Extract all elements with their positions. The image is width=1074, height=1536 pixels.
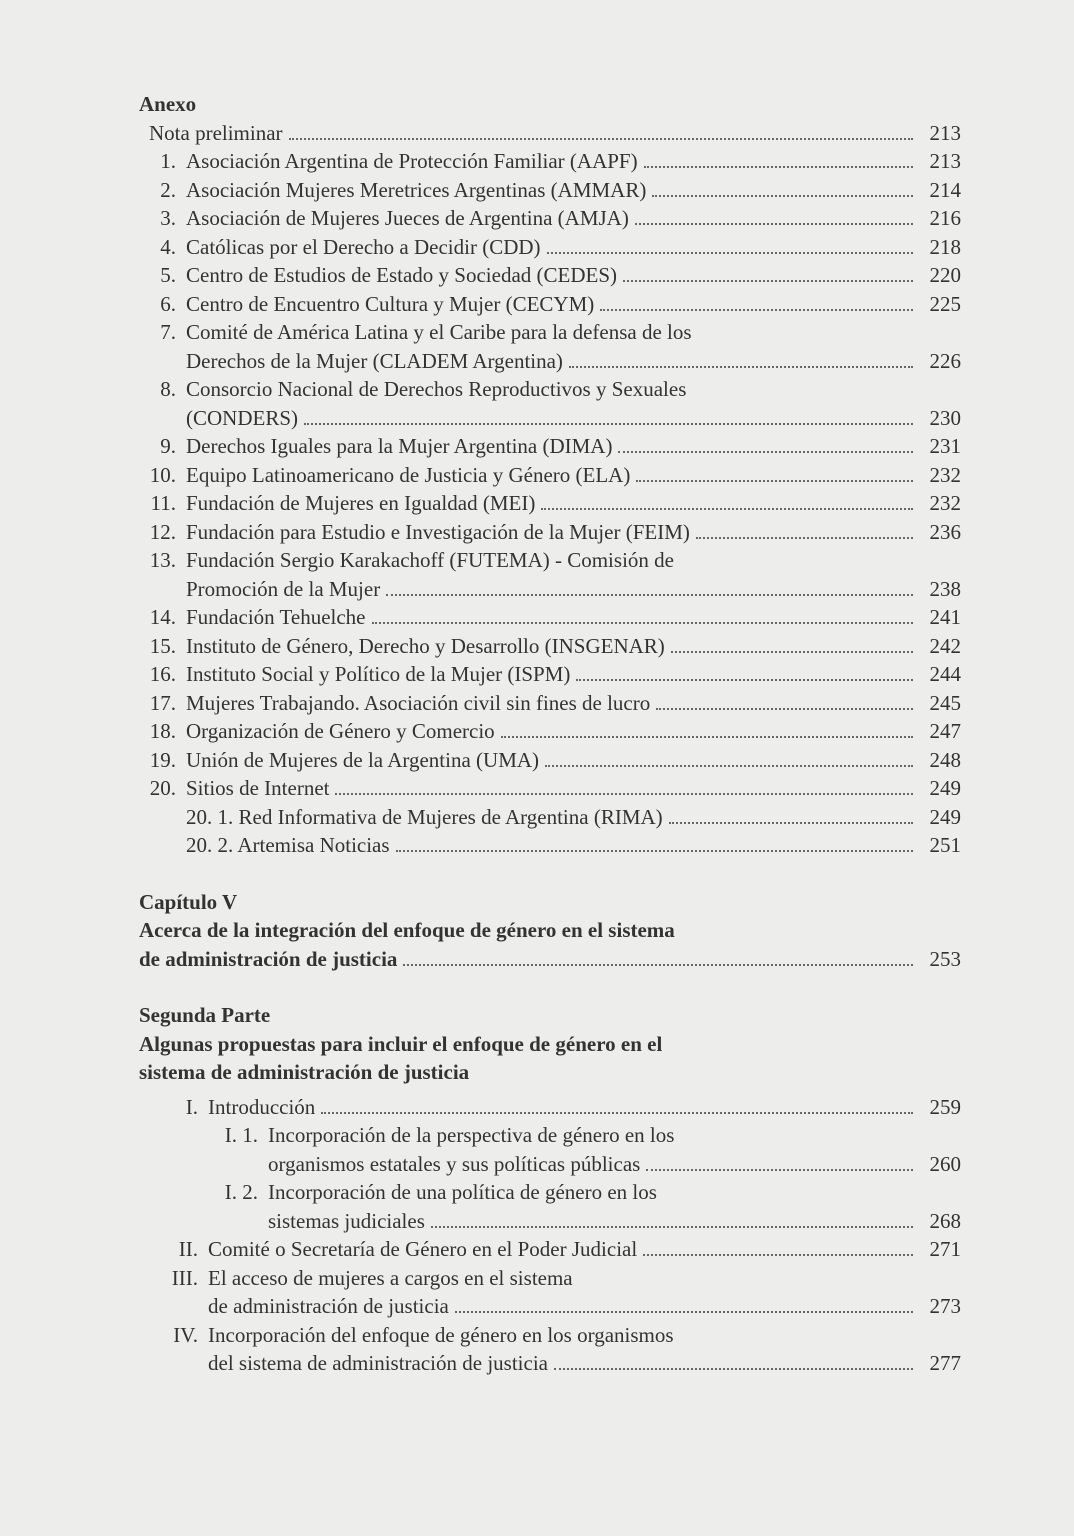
dot-leader <box>671 651 913 653</box>
page-number: 230 <box>929 405 961 430</box>
toc-entry <box>139 1349 961 1378</box>
entry-label: El acceso de mujeres a cargos en el sistema <box>208 1265 573 1290</box>
dot-leader <box>335 793 913 795</box>
entry-label: Católicas por el Derecho a Decidir (CDD) <box>186 234 541 259</box>
anexo-entry-list <box>139 119 961 860</box>
dot-leader <box>554 1368 913 1370</box>
entry-number: 1. <box>160 149 176 173</box>
toc-entry <box>139 632 961 661</box>
anexo-heading: Anexo <box>139 92 197 116</box>
entry-label: Promoción de la Mujer <box>186 576 381 601</box>
dot-leader <box>656 708 913 710</box>
entry-label: Incorporación de la perspectiva de género en los <box>268 1123 675 1147</box>
page-number: 244 <box>929 662 961 686</box>
toc-entry <box>139 660 961 689</box>
capitulo-v-heading: Capítulo V <box>139 889 238 914</box>
entry-label: Organización de Género y Comercio <box>186 719 495 743</box>
entry-label: Derechos de la Mujer (CLADEM Argentina) <box>186 348 563 373</box>
entry-label: sistemas judiciales <box>268 1208 425 1233</box>
toc-entry-line <box>139 1121 961 1150</box>
toc-entry-line <box>139 1321 961 1350</box>
dot-leader <box>652 195 913 197</box>
toc-entry <box>139 176 961 205</box>
page-number: 213 <box>929 120 961 145</box>
entry-label: organismos estatales y sus políticas públicas <box>268 1151 641 1176</box>
dot-leader <box>501 736 913 738</box>
entry-label: 20. 1. Red Informativa de Mujeres de Argentina (RIMA) <box>186 804 663 829</box>
section-gap <box>139 973 961 1001</box>
entry-label: Consorcio Nacional de Derechos Reproductivos y Sexuales <box>186 377 687 401</box>
entry-number: 14. <box>149 605 176 629</box>
entry-label: Centro de Estudios de Estado y Sociedad (CEDES) <box>186 263 618 287</box>
segunda-parte-subtitle <box>139 1030 961 1087</box>
dot-leader <box>696 537 913 539</box>
entry-label: Introducción <box>208 1094 316 1119</box>
entry-label: Centro de Encuentro Cultura y Mujer (CECYM) <box>186 291 595 316</box>
entry-label: Comité o Secretaría de Género en el Poder Judicial <box>208 1237 638 1261</box>
entry-number: 16. <box>149 662 176 686</box>
entry-number: 15. <box>149 633 176 658</box>
entry-label: Unión de Mujeres de la Argentina (UMA) <box>186 747 540 772</box>
dot-leader <box>431 1226 913 1228</box>
page-number: 249 <box>929 804 961 829</box>
entry-number: II. <box>178 1237 198 1261</box>
entry-label: Asociación Mujeres Meretrices Argentinas (AMMAR) <box>186 177 647 202</box>
entry-number: 4. <box>160 234 176 259</box>
page-number: 249 <box>929 776 961 800</box>
entry-label: Asociación Argentina de Protección Familiar (AAPF) <box>186 149 638 173</box>
toc-entry <box>139 233 961 262</box>
entry-label: Fundación para Estudio e Investigación de la Mujer (FEIM) <box>186 519 690 544</box>
toc-entry <box>139 831 961 860</box>
toc-entry <box>139 261 961 290</box>
dot-leader <box>569 366 913 368</box>
entry-number: 10. <box>149 462 176 487</box>
entry-number: I. <box>185 1094 198 1119</box>
page-number: 253 <box>929 946 961 971</box>
dot-leader <box>289 138 913 140</box>
toc-entry <box>139 432 961 461</box>
page-number: 248 <box>929 747 961 772</box>
entry-number: 20. <box>149 776 176 800</box>
entry-label: Mujeres Trabajando. Asociación civil sin fines de lucro <box>186 690 651 715</box>
dot-leader <box>635 223 913 225</box>
entry-number: 19. <box>149 747 176 772</box>
segunda-parte-heading: Segunda Parte <box>139 1003 271 1027</box>
page-number: 236 <box>929 519 961 544</box>
entry-number: 5. <box>160 263 176 287</box>
entry-label: Derechos Iguales para la Mujer Argentina (DIMA) <box>186 434 613 458</box>
page-number: 247 <box>929 719 961 743</box>
entry-label: Fundación de Mujeres en Igualdad (MEI) <box>186 491 536 515</box>
page-number: 238 <box>929 576 961 601</box>
dot-leader <box>636 480 913 482</box>
toc-entry-line <box>139 318 961 347</box>
dot-leader <box>386 594 913 596</box>
page-number: 214 <box>929 177 961 202</box>
page-number: 251 <box>929 833 961 857</box>
page-number: 231 <box>929 434 961 458</box>
page-number: 259 <box>929 1094 961 1119</box>
toc-entry <box>139 347 961 376</box>
section-gap <box>139 860 961 888</box>
entry-number: 12. <box>149 519 176 544</box>
entry-number: 11. <box>150 491 176 515</box>
entry-number: I. 1. <box>224 1123 258 1147</box>
entry-label: Sitios de Internet <box>186 776 330 800</box>
page-number: 216 <box>929 206 961 230</box>
entry-label: Instituto de Género, Derecho y Desarrollo (INSGENAR) <box>186 633 665 658</box>
toc-entry <box>139 1207 961 1236</box>
table-of-contents <box>139 90 961 1378</box>
dot-leader <box>545 765 913 767</box>
entry-number: 6. <box>160 291 176 316</box>
dot-leader <box>396 850 913 852</box>
dot-leader <box>372 622 913 624</box>
page-number: 225 <box>929 291 961 316</box>
toc-entry <box>139 1235 961 1264</box>
segunda-parte-entry-list <box>139 1093 961 1378</box>
entry-label: Incorporación del enfoque de género en los organismos <box>208 1322 674 1347</box>
entry-number: 13. <box>149 548 176 572</box>
dot-leader <box>321 1112 913 1114</box>
dot-leader <box>646 1169 913 1171</box>
entry-label: Fundación Sergio Karakachoff (FUTEMA) - Comisión de <box>186 548 674 572</box>
page-number: 232 <box>929 462 961 487</box>
toc-entry <box>139 461 961 490</box>
dot-leader <box>304 423 913 425</box>
entry-number: III. <box>171 1265 198 1290</box>
entry-label: Fundación Tehuelche <box>186 605 366 629</box>
toc-entry <box>139 689 961 718</box>
page-number: 220 <box>929 263 961 287</box>
page-number: 226 <box>929 348 961 373</box>
toc-entry-line <box>139 1178 961 1207</box>
dot-leader <box>547 252 913 254</box>
entry-label: del sistema de administración de justicia <box>208 1351 548 1375</box>
entry-label: Nota preliminar <box>149 120 283 145</box>
entry-number: 18. <box>149 719 176 743</box>
toc-entry <box>139 1292 961 1321</box>
toc-entry <box>139 404 961 433</box>
entry-label: de administración de justicia <box>139 946 398 971</box>
subtitle-line: Algunas propuestas para incluir el enfoque de género en el <box>139 1031 663 1056</box>
capitulo-v-entry <box>139 916 961 973</box>
page-number: 260 <box>929 1151 961 1176</box>
dot-leader <box>576 679 913 681</box>
entry-number: 9. <box>160 434 176 458</box>
dot-leader <box>600 309 913 311</box>
toc-entry <box>139 290 961 319</box>
entry-label: Incorporación de una política de género en los <box>268 1180 657 1204</box>
entry-number: IV. <box>173 1322 198 1347</box>
entry-label: Asociación de Mujeres Jueces de Argentina (AMJA) <box>186 206 629 230</box>
toc-entry <box>139 575 961 604</box>
toc-entry-line <box>139 1264 961 1293</box>
dot-leader <box>618 451 913 453</box>
toc-entry <box>139 945 961 974</box>
entry-number: 3. <box>160 206 176 230</box>
toc-entry <box>139 518 961 547</box>
dot-leader <box>403 964 913 966</box>
entry-label: Equipo Latinoamericano de Justicia y Género (ELA) <box>186 462 631 487</box>
toc-entry <box>139 717 961 746</box>
toc-entry <box>139 774 961 803</box>
dot-leader <box>643 1254 913 1256</box>
dot-leader <box>541 508 913 510</box>
entry-number: 17. <box>149 690 176 715</box>
page-number: 232 <box>929 491 961 515</box>
page-number: 271 <box>929 1237 961 1261</box>
page-number: 218 <box>929 234 961 259</box>
page-number: 268 <box>929 1208 961 1233</box>
toc-entry-line <box>139 375 961 404</box>
toc-entry <box>139 803 961 832</box>
dot-leader <box>623 280 913 282</box>
toc-entry <box>139 204 961 233</box>
toc-entry <box>139 603 961 632</box>
page-number: 213 <box>929 149 961 173</box>
entry-label: (CONDERS) <box>186 405 299 430</box>
toc-entry <box>139 746 961 775</box>
toc-entry <box>139 119 961 148</box>
entry-number: 2. <box>160 177 176 202</box>
subtitle-line: sistema de administración de justicia <box>139 1060 470 1084</box>
entry-label: Acerca de la integración del enfoque de género en el sistema <box>139 918 675 942</box>
toc-entry <box>139 147 961 176</box>
entry-label: 20. 2. Artemisa Noticias <box>186 833 390 857</box>
dot-leader <box>455 1311 913 1313</box>
entry-number: 7. <box>160 320 176 344</box>
toc-entry <box>139 489 961 518</box>
toc-entry-line <box>139 916 961 945</box>
toc-entry <box>139 1150 961 1179</box>
toc-entry <box>139 1093 961 1122</box>
toc-entry-line <box>139 546 961 575</box>
page-number: 245 <box>929 690 961 715</box>
dot-leader <box>644 166 913 168</box>
page-number: 242 <box>929 633 961 658</box>
entry-label: Comité de América Latina y el Caribe para la defensa de los <box>186 320 692 344</box>
entry-label: de administración de justicia <box>208 1294 449 1318</box>
page-number: 241 <box>929 605 961 629</box>
entry-number: 8. <box>160 377 176 401</box>
page-number: 273 <box>929 1294 961 1318</box>
entry-label: Instituto Social y Político de la Mujer (ISPM) <box>186 662 571 686</box>
entry-number: I. 2. <box>224 1180 258 1204</box>
dot-leader <box>669 822 913 824</box>
page-number: 277 <box>929 1351 961 1375</box>
